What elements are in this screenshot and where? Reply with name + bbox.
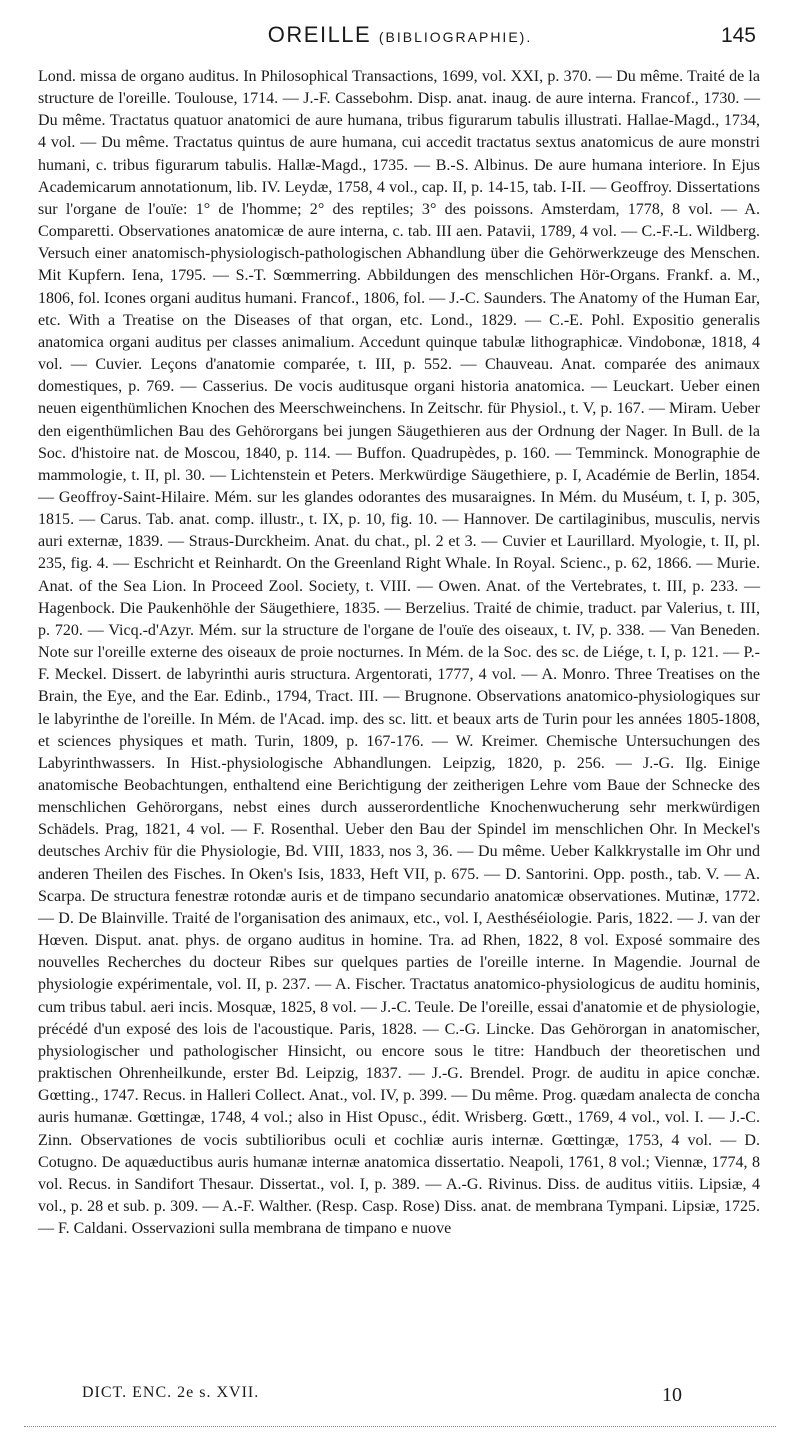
bottom-rule [24,1426,776,1427]
page-header [0,22,800,62]
bibliography-paragraph: Lond. missa de organo auditus. In Philosophical Transactions, 1699, vol. XXI, p. 370. — Du même. Traité de la structure de l'oreille. Toulouse, 1714. — J.-F. Cassebohm. Disp. anat. inaug. de aure interna. Francof., 1730. — Du même. Tractatus quatuor anatomici de aure humana, tribus figurarum tabulis illustrati. Hallae-Magd., 1734, 4 vol. — Du même. Tractatus quintus de aure humana, cui accedit tractatus sextus anatomicus de aure monstri humani, c. tribus figurarum tabulis. Hallæ-Magd., 1735. — B.-S. Albinus. De aure humana interiore. In Ejus Academicarum annotationum, lib. IV. Leydæ, 1758, 4 vol., cap. II, p. 14-15, tab. I-II. — Geoffroy. Dissertations sur l'organe de l'ouïe: 1° de l'homme; 2° des reptiles; 3° des poissons. Amsterdam, 1778, 8 vol. — A. Comparetti. Observationes anatomicæ de aure interna, c. tab. III aen. Patavii, 1789, 4 vol. — C.-F.-L. Wildberg. Versuch einer anatomisch-physiologisch-pathologischen Abhandlung über die Gehörwerkzeuge des Menschen. Mit Kupfern. Iena, 1795. — S.-T. Sœmmerring. Abbildungen des menschlichen Hör-Organs. Frankf. a. M., 1806, fol. Icones organi auditus humani. Francof., 1806, fol. — J.-C. Saunders. The Anatomy of the Human Ear, etc. With a Treatise on the Diseases of that organ, etc. Lond., 1829. — C.-E. Pohl. Expositio generalis anatomica organi auditus per classes animalium. Accedunt quinque tabulæ lithographicæ. Vindobonæ, 1818, 4 vol. — Cuvier. Leçons d'anatomie comparée, t. III, p. 552. — Chauveau. Anat. comparée des animaux domestiques, p. 769. — Casserius. De vocis auditusque organi historia anatomica. — Leuckart. Ueber einen neuen eigenthümlichen Knochen des Meerschweinchens. In Zeitschr. für Physiol., t. V, p. 167. — Miram. Ueber den eigenthümlichen Bau des Gehörorgans bei jungen Säugethieren aus der Ordnung der Nager. In Bull. de la Soc. d'histoire nat. de Moscou, 1840, p. 114. — Buffon. Quadrupèdes, p. 160. — Temminck. Monographie de mammologie, t. II, pl. 30. — Lichtenstein et Peters. Merkwürdige Säugethiere, p. I, Académie de Berlin, 1854. — Geoffroy-Saint-Hilaire. Mém. sur les glandes odorantes des musaraignes. In Mém. du Muséum, t. I, p. 305, 1815. — Carus. Tab. anat. comp. illustr., t. IX, p. 10, fig. 10. — Hannover. De cartilaginibus, musculis, nervis auri externæ, 1839. — Straus-Durckheim. Anat. du chat., pl. 2 et 3. — Cuvier et Laurillard. Myologie, t. II, pl. 235, fig. 4. — Eschricht et Reinhardt. On the Greenland Right Whale. In Royal. Scienc., p. 62, 1866. — Murie. Anat. of the Sea Lion. In Proceed Zool. Society, t. VIII. — Owen. Anat. of the Vertebrates, t. III, p. 233. — Hagenbock. Die Paukenhöhle der Säugethiere, 1835. — Berzelius. Traité de chimie, traduct. par Valerius, t. III, p. 720. — Vicq.-d'Azyr. Mém. sur la structure de l'organe de l'ouïe des oiseaux, t. IV, p. 338. — Van Beneden. Note sur l'oreille externe des oiseaux de proie nocturnes. In Mém. de la Soc. des sc. de Liége, t. I, p. 121. — P.-F. Meckel. Dissert. de labyrinthi auris structura. Argentorati, 1777, 4 vol. — A. Monro. Three Treatises on the Brain, the Eye, and the Ear. Edinb., 1794, Tract. III. — Brugnone. Observations anatomico-physiologiques sur le labyrinthe de l'oreille. In Mém. de l'Acad. imp. des sc. litt. et beaux arts de Turin pour les années 1805-1808, et sciences physiques et math. Turin, 1809, p. 167-176. — W. Kreimer. Chemische Untersuchungen des Labyrinthwassers. In Hist.-physiologische Abhandlungen. Leipzig, 1820, p. 256. — J.-G. Ilg. Einige anatomische Beobachtungen, enthaltend eine Berichtigung der zeitherigen Lehre vom Baue der Schnecke des menschlichen Gehörorgans, nebst eines durch ausserordentliche Knochenwucherung sehr merkwürdigen Schädels. Prag, 1821, 4 vol. — F. Rosenthal. Ueber den Bau der Spindel im menschlichen Ohr. In Meckel's deutsches Archiv für die Physiologie, Bd. VIII, 1833, nos 3, 36. — Du même. Ueber Kalkkrystalle im Ohr und anderen Theilen des Fisches. In Oken's Isis, 1833, Heft VII, p. 675. — D. Santorini. Opp. posth., tab. V. — A. Scarpa. De structura fenestræ rotondæ auris et de timpano secundario anatomicæ observationes. Mutinæ, 1772. — D. De Blainville. Traité de l'organisation des animaux, etc., vol. I, Aesthéséiologie. Paris, 1822. — J. van der Hœven. Disput. anat. phys. de organo auditus in homine. Tra. ad Rhen, 1822, 8 vol. Exposé sommaire des nouvelles Recherches du docteur Ribes sur quelques parties de l'oreille interne. In Magendie. Journal de physiologie expérimentale, vol. II, p. 237. — A. Fischer. Tractatus anatomico-physiologicus de auditu hominis, cum tribus tabul. aeri incis. Mosquæ, 1825, 8 vol. — J.-C. Teule. De l'oreille, essai d'anatomie et de physiologie, précédé d'un exposé des lois de l'acoustique. Paris, 1828. — C.-G. Lincke. Das Gehörorgan in anatomischer, physiologischer und pathologischer Hinsicht, ou encore sous le titre: Handbuch der theoretischen und praktischen Ohrenheilkunde, erster Bd. Leipzig, 1837. — J.-G. Brendel. Progr. de auditu in apice conchæ. Gœtting., 1747. Recus. in Halleri Collect. Anat., vol. IV, p. 399. — Du même. Prog. quædam analecta de concha auris humanæ. Gœttingæ, 1748, 4 vol.; also in Hist Opusc., édit. Wrisberg. Gœtt., 1769, 4 vol., vol. I. — J.-C. Zinn. Observationes de vocis subtilioribus oculi et cochliæ auris internæ. Gœttingæ, 1753, 4 vol. — D. Cotugno. De aquæductibus auris humanæ internæ anatomica dissertatio. Neapoli, 1761, 8 vol.; Viennæ, 1774, 8 vol. Recus. in Sandifort Thesaur. Dissertat., vol. I, p. 389. — A.-G. Rivinus. Diss. de auditus vitiis. Lipsiæ, 4 vol., p. 28 et sub. p. 309. — A.-F. Walther. (Resp. Casp. Rose) Diss. anat. de membrana Tympani. Lipsiæ, 1725. — F. Caldani. Osservazioni sulla membrana de timpano e nuove [38,68,760,1238]
page-number: 145 [720,24,756,47]
running-title-main: OREILLE [267,22,372,47]
page-footer [0,1384,800,1414]
bibliography-text [38,66,760,1240]
sheet-number: 10 [662,1384,682,1406]
running-title-subtitle: (BIBLIOGRAPHIE). [378,29,533,45]
printer-signature: DICT. ENC. 2e s. XVII. [82,1384,260,1401]
running-title [0,22,800,48]
